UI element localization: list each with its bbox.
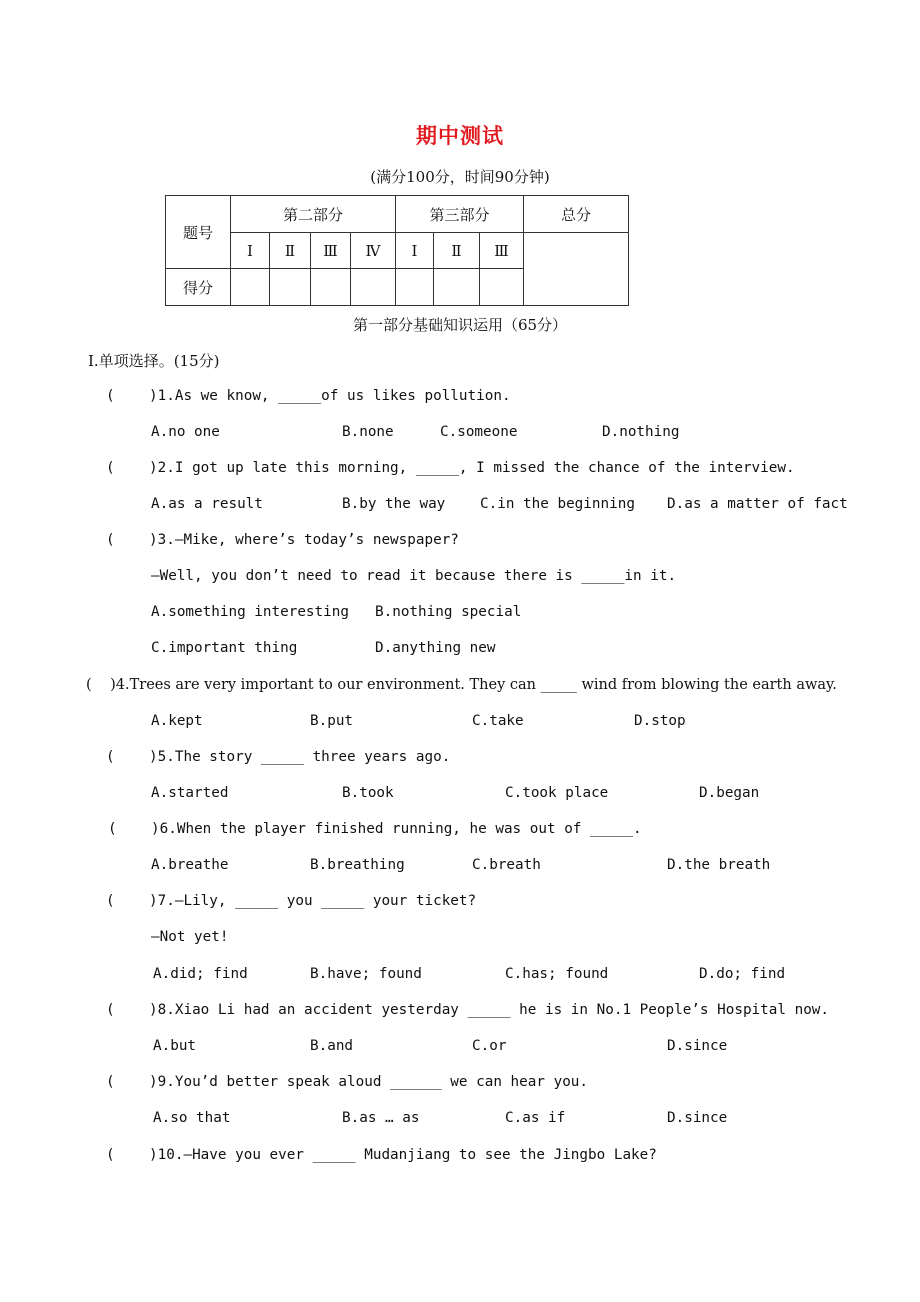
option-b: B.by the way (342, 496, 446, 512)
question-stem: ( )4.Trees are very important to our environment. They can _____ wind from blowing the earth away. (86, 677, 837, 693)
option-c: C.took place (505, 785, 609, 801)
option-a: A.kept (151, 713, 203, 729)
option-d: D.anything new (375, 640, 496, 656)
option-b: B.breathing (310, 857, 405, 873)
part-three-col: Ⅲ (480, 233, 524, 269)
part-two-col: Ⅲ (311, 233, 351, 269)
option-a: A.no one (151, 424, 220, 440)
option-b: B.nothing special (375, 604, 522, 620)
question-stem: ( )1.As we know, _____of us likes pollution. (106, 388, 511, 404)
option-a: A.started (151, 785, 229, 801)
part-three-col: Ⅱ (434, 233, 480, 269)
part-two-col: Ⅱ (270, 233, 311, 269)
question-line: —Well, you don’t need to read it because there is _____in it. (151, 568, 677, 584)
score-cell[interactable] (434, 269, 480, 306)
part-two-header: 第二部分 (231, 196, 396, 233)
option-d: D.nothing (602, 424, 680, 440)
section-heading: Ⅰ.单项选择。(15分) (88, 352, 220, 370)
total-header: 总分 (524, 196, 629, 233)
option-d: D.since (667, 1110, 728, 1126)
score-label: 得分 (166, 269, 231, 306)
score-table (165, 195, 629, 306)
option-b: B.put (310, 713, 354, 729)
option-a: A.did; find (153, 966, 248, 982)
option-a: A.so that (153, 1110, 231, 1126)
score-cell[interactable] (311, 269, 351, 306)
option-d: D.do; find (699, 966, 786, 982)
part-three-header: 第三部分 (396, 196, 524, 233)
question-stem: ( )2.I got up late this morning, _____, I missed the chance of the interview. (106, 460, 795, 476)
option-d: D.stop (634, 713, 686, 729)
option-d: D.since (667, 1038, 728, 1054)
question-line: —Not yet! (151, 929, 229, 945)
question-stem: ( )3.—Mike, where’s today’s newspaper? (106, 532, 459, 548)
score-cell[interactable] (480, 269, 524, 306)
question-stem: ( )8.Xiao Li had an accident yesterday _____ he is in No.1 People’s Hospital now. (106, 1002, 830, 1018)
option-d: D.the breath (667, 857, 771, 873)
option-a: A.as a result (151, 496, 263, 512)
option-b: B.have; found (310, 966, 422, 982)
part-two-col: Ⅰ (231, 233, 270, 269)
option-b: B.took (342, 785, 394, 801)
question-stem: ( )6.When the player finished running, he was out of _____. (108, 821, 642, 837)
option-a: A.something interesting (151, 604, 349, 620)
option-a: A.but (153, 1038, 197, 1054)
total-score-cell[interactable] (524, 233, 629, 306)
option-d: D.began (699, 785, 760, 801)
score-cell[interactable] (396, 269, 434, 306)
section-title: 第一部分基础知识运用（65分） (352, 316, 568, 334)
option-a: A.breathe (151, 857, 229, 873)
question-stem: ( )7.—Lily, _____ you _____ your ticket? (106, 893, 477, 909)
option-b: B.as … as (342, 1110, 420, 1126)
option-c: C.someone (440, 424, 518, 440)
option-c: C.has; found (505, 966, 609, 982)
option-c: C.or (472, 1038, 507, 1054)
question-number-label: 题号 (166, 196, 231, 269)
option-c: C.take (472, 713, 524, 729)
option-c: C.important thing (151, 640, 298, 656)
option-c: C.in the beginning (480, 496, 635, 512)
part-two-col: Ⅳ (351, 233, 396, 269)
option-c: C.breath (472, 857, 541, 873)
question-stem: ( )10.—Have you ever _____ Mudanjiang to see the Jingbo Lake? (106, 1147, 657, 1163)
option-b: B.none (342, 424, 394, 440)
score-cell[interactable] (231, 269, 270, 306)
option-b: B.and (310, 1038, 354, 1054)
score-cell[interactable] (270, 269, 311, 306)
question-stem: ( )9.You’d better speak aloud ______ we can hear you. (106, 1074, 589, 1090)
page-title: 期中测试 (416, 124, 504, 148)
option-c: C.as if (505, 1110, 566, 1126)
exam-subtitle: (满分100分，时间90分钟) (370, 168, 550, 186)
option-d: D.as a matter of fact (667, 496, 848, 512)
part-three-col: Ⅰ (396, 233, 434, 269)
question-stem: ( )5.The story _____ three years ago. (106, 749, 451, 765)
score-cell[interactable] (351, 269, 396, 306)
